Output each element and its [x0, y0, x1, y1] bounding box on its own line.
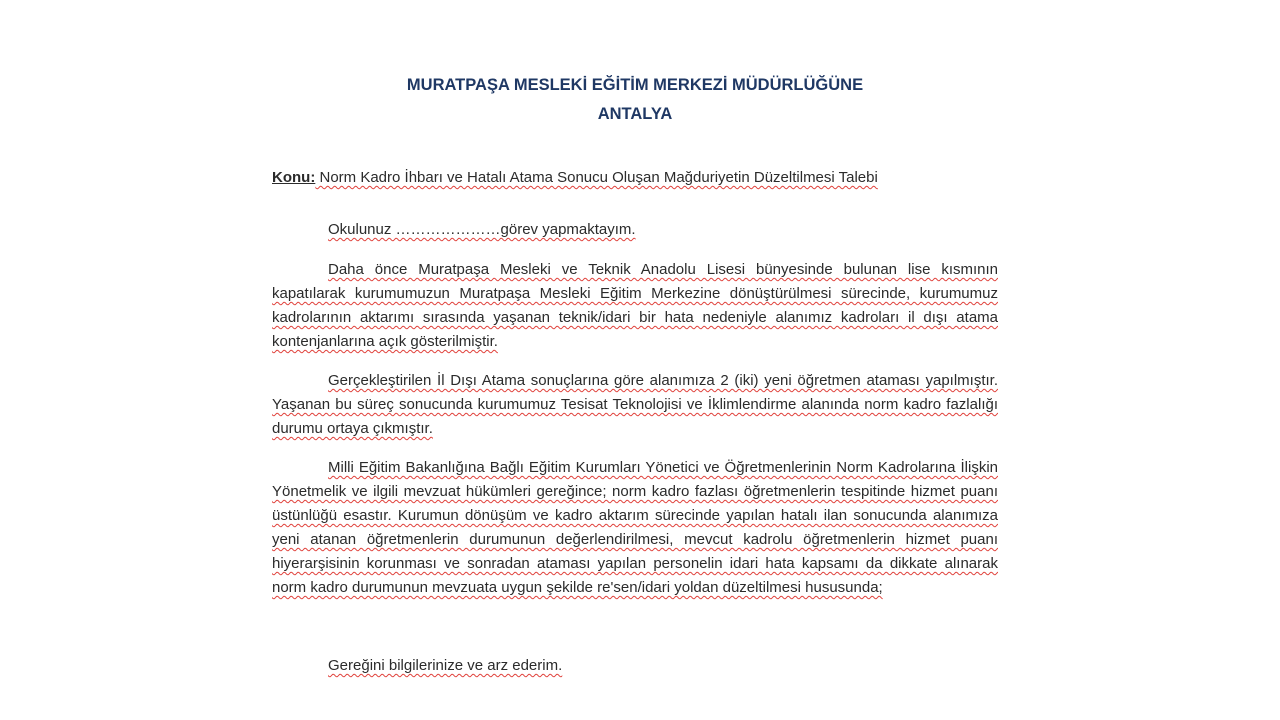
- subject-label: Konu:: [272, 169, 316, 186]
- subject-text: Norm Kadro İhbarı ve Hatalı Atama Sonucu Oluşan Mağduriyetin Düzeltilmesi Talebi: [315, 169, 878, 186]
- addressee-heading: MURATPAŞA MESLEKİ EĞİTİM MERKEZİ MÜDÜRLÜĞÜNE: [406, 76, 864, 94]
- paragraph-request: Milli Eğitim Bakanlığına Bağlı Eğitim Kurumları Yönetici ve Öğretmenlerinin Norm Kadrolarına İlişkin Yönetmelik ve ilgili mevzuat hükümleri gereğince; norm kadro fazlası öğretmenlerin tespitinde hizmet puanı üstünlüğü esastır. Kurumun dönüşüm ve kadro aktarım sürecinde yapılan hatalı ilan sonucunda alanımıza yeni atanan öğretmenlerin durumunun değerlendirilmesi, mevcut kadrolu öğretmenlerin hizmet puanı hiyerarşisinin korunması ve sonradan ataması yapılan personelin idari hata kapsamı da dikkate alınarak norm kadro durumunun mevzuata uygun şekilde re'sen/idari yoldan düzeltilmesi hususunda;: [272, 459, 998, 596]
- subject-line: [272, 167, 998, 189]
- document-page: [272, 0, 998, 720]
- paragraph-closing: Gereğini bilgilerinize ve arz ederim.: [328, 657, 563, 674]
- paragraph-background: Daha önce Muratpaşa Mesleki ve Teknik Anadolu Lisesi bünyesinde bulunan lise kısmının kapatılarak kurumumuzun Muratpaşa Mesleki Eğitim Merkezine dönüştürülmesi sürecinde, kurumumuz kadrolarının aktarımı sırasında yaşanan teknik/idari bir hata nedeniyle alanımız kadroları il dışı atama kontenjanlarına açık gösterilmiştir.: [272, 261, 998, 350]
- paragraph-assignment: Gerçekleştirilen İl Dışı Atama sonuçlarına göre alanımıza 2 (iki) yeni öğretmen ataması yapılmıştır. Yaşanan bu süreç sonucunda kurumumuz Tesisat Teknolojisi ve İklimlendirme alanında norm kadro fazlalığı durumu ortaya çıkmıştır.: [272, 372, 998, 437]
- paragraph-intro: Okulunuz …………………görev yapmaktayım.: [328, 221, 636, 238]
- city-heading: ANTALYA: [597, 105, 673, 123]
